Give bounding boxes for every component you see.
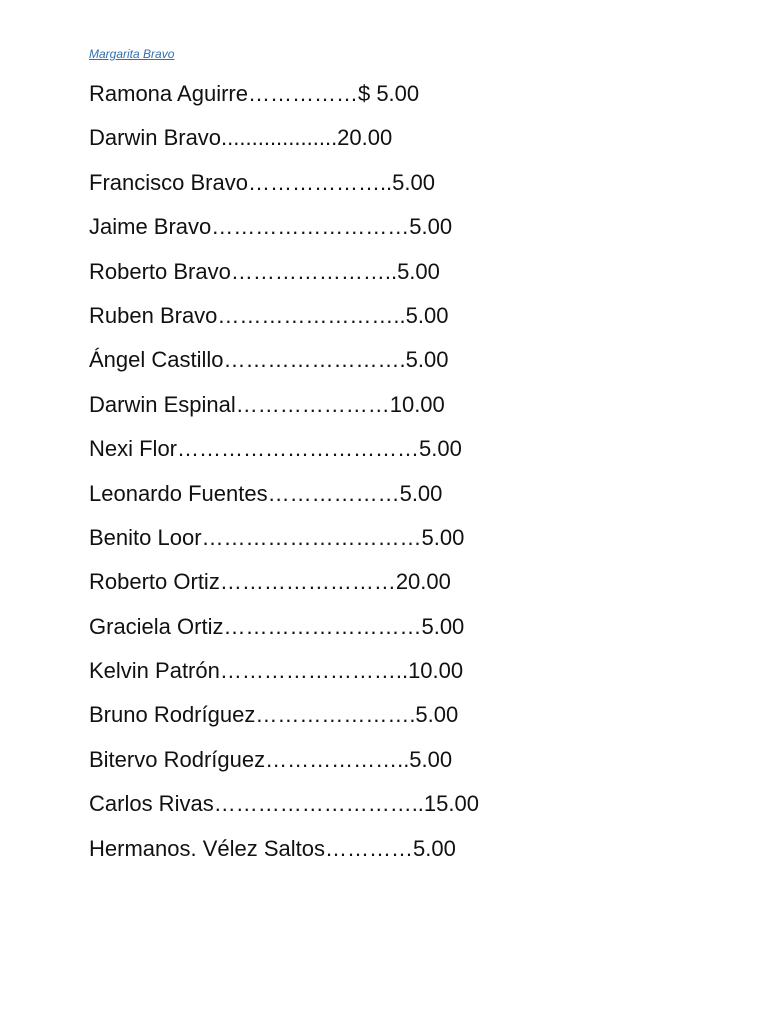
list-item-benito-loor: Benito Loor…………………………5.00 (89, 524, 465, 550)
list-item-nexi-flor: Nexi Flor……………………………5.00 (89, 436, 462, 462)
list-item-kelvin-patron: Kelvin Patrón……………………..10.00 (89, 658, 464, 684)
list-item-darwin-bravo: Darwin Bravo...................20.00 (89, 125, 393, 151)
list-item-angel-castillo: Ángel Castillo…………………….5.00 (89, 347, 449, 373)
list-item-hermanos-velez-saltos: Hermanos. Vélez Saltos…………5.00 (89, 835, 456, 861)
list-item-ramona-aguirre: Ramona Aguirre……………$ 5.00 (89, 81, 420, 106)
list-item-roberto-bravo: Roberto Bravo…………………..5.00 (89, 258, 440, 284)
contribution-list (89, 78, 479, 877)
list-item-jaime-bravo: Jaime Bravo………………………5.00 (89, 214, 453, 240)
list-item-graciela-ortiz: Graciela Ortiz………………………5.00 (89, 613, 465, 639)
author-name-link[interactable]: Margarita Bravo (89, 47, 175, 61)
list-item-bitervo-rodriguez: Bitervo Rodríguez………………..5.00 (89, 746, 453, 772)
list-item-bruno-rodriguez: Bruno Rodríguez………………….5.00 (89, 702, 459, 728)
list-item-darwin-espinal: Darwin Espinal…………………10.00 (89, 391, 445, 417)
list-item-leonardo-fuentes: Leonardo Fuentes………………5.00 (89, 480, 443, 506)
list-item-carlos-rivas: Carlos Rivas………………………..15.00 (89, 791, 479, 817)
list-item-roberto-ortiz: Roberto Ortiz……………………20.00 (89, 569, 451, 595)
list-item-ruben-bravo: Ruben Bravo……………………..5.00 (89, 302, 449, 328)
list-item-francisco-bravo: Francisco Bravo………………..5.00 (89, 169, 435, 195)
